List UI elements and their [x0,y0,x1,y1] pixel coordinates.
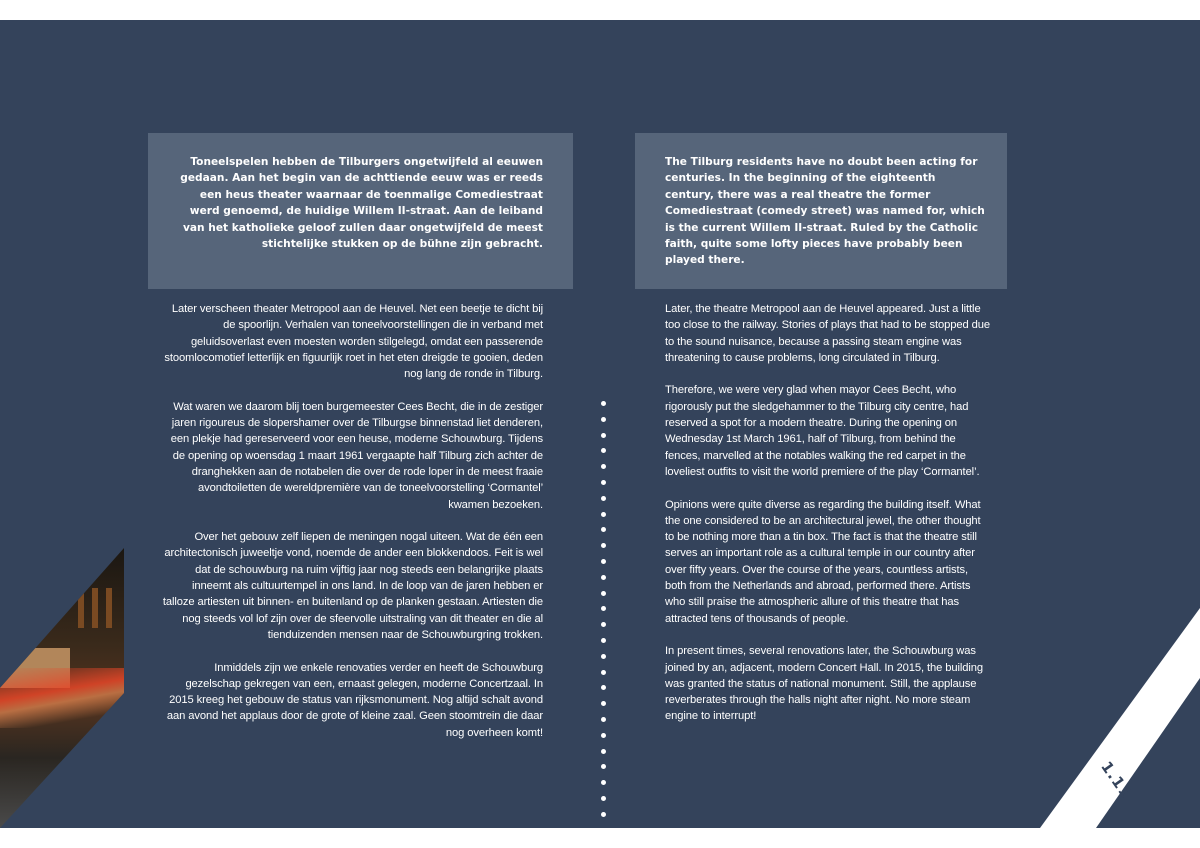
photo-window [92,588,98,628]
divider-dot [601,559,606,564]
dutch-paragraph: Inmiddels zijn we enkele renovaties verder en heeft de Schouwburg gezelschap gekregen van een, ernaast gelegen, moderne Concertzaal. In 2015 kreeg het gebouw de status van rijksmonument. Nog altijd schalt avond aan avond het applaus door de grote of kleine zaal. Geen stoomtrein die daar nog overheen komt! [166,661,543,739]
divider-dot [601,749,606,754]
english-paragraph: Therefore, we were very glad when mayor Cees Becht, who rigorously put the sledgehammer to the Tilburg city centre, had reserved a spot for a modern theatre. During the opening on Wednesday 1st March 1961, half of Tilburg, from behind the fences, marvelled at the notables walking the red carpet in the loveliest outfits to visit the world premiere of the play ‘Cormantel’. [665,384,980,478]
photo-window [78,588,84,628]
divider-dot [601,701,606,706]
intro-box-dutch [148,133,573,289]
divider-dot [601,496,606,501]
divider-dot [601,401,606,406]
page-number: 1.11 [1097,758,1136,802]
divider-dot [601,464,606,469]
divider-dot [601,433,606,438]
divider-dot [601,796,606,801]
divider-dot [601,480,606,485]
divider-dot [601,448,606,453]
dutch-paragraph: Over het gebouw zelf liepen de meningen nogal uiteen. Wat de één een architectonisch juweeltje vond, noemde de ander een blokkendoos. Feit is wel dat de schouwburg na ruim vijftig jaar nog steeds een belangrijke plaats inneemt als cultuurtempel in ons land. In de loop van de jaren hebben er talloze artiesten uit binnen- en buitenland op de planken gestaan. Artiesten die nog steeds vol lof zijn over de sfeervolle uitstraling van dit theater en die al tienduizenden mensen naar de Schouwburgring trokken. [162,531,543,641]
divider-dot [601,638,606,643]
divider-dot [601,591,606,596]
divider-dot [601,733,606,738]
divider-dot [601,654,606,659]
divider-dot [601,780,606,785]
photo-window [106,588,112,628]
intro-text-english: The Tilburg residents have no doubt been acting for centuries. In the beginning of the eighteenth century, there was a real theatre the former Comediestraat (comedy street) was named for, which is the current Willem II-straat. Ruled by the Catholic faith, quite some lofty pieces have probably been played there. [665,156,985,267]
magazine-spread [0,20,1200,828]
photo-light-trails [0,668,124,728]
theatre-photo-wedge [0,548,124,828]
english-paragraph: In present times, several renovations later, the Schouwburg was joined by an, adjacent, modern Concert Hall. In 2015, the building was granted the status of national monument. Still, the applause reverberates through the halls night after night. No more steam engine to interrupt! [665,645,984,723]
divider-dot [601,606,606,611]
intro-box-english [635,133,1007,289]
dutch-paragraph: Later verscheen theater Metropool aan de Heuvel. Net een beetje te dicht bij de spoorlijn. Verhalen van toneelvoorstellingen die in verband met geluidsoverlast even moesten worden stilgelegd, omdat een passerende stoomlocomotief letterlijk en figuurlijk roet in het eten dreigde te gooien, deden nog lang de ronde in Tilburg. [164,303,543,381]
english-paragraph: Later, the theatre Metropool aan de Heuvel appeared. Just a little too close to the railway. Stories of plays that had to be stopped due to the sound nuisance, because a passing steam engine was threatening to cause problems, long circulated in Tilburg. [665,303,990,364]
english-paragraph: Opinions were quite diverse as regarding the building itself. What the one considered to be an architectural jewel, the other thought to be nothing more than a tin box. The fact is that the theatre still serves an important role as a cultural temple in our country after over fifty years. Over the course of the years, countless artists, both from the Netherlands and abroad, performed there. Artists who still praise the atmospheric allure of this theatre that has attracted tens of thousands of people. [665,498,981,625]
divider-dot [601,670,606,675]
divider-dot [601,527,606,532]
divider-dot [601,417,606,422]
divider-dot [601,575,606,580]
intro-text-dutch: Toneelspelen hebben de Tilburgers ongetwijfeld al eeuwen gedaan. Aan het begin van de achttiende eeuw was er reeds een heus theater waarnaar de toenmalige Comediestraat werd genoemd, de huidige Willem II-straat. Aan de leiband van het katholieke geloof zullen daar ongetwijfeld de meest stichtelijke stukken op de bühne zijn gebracht. [180,156,543,251]
dotted-divider [601,401,607,826]
divider-dot [601,512,606,517]
english-column [665,301,990,741]
divider-dot [601,685,606,690]
divider-dot [601,812,606,817]
divider-dot [601,543,606,548]
divider-dot [601,622,606,627]
dutch-paragraph: Wat waren we daarom blij toen burgemeester Cees Becht, die in de zestiger jaren rigoureus de slopershamer over de Tilburgse binnenstad liet denderen, een plekje had gereserveerd voor een heuse, moderne Schouwburg. Tijdens de opening op woensdag 1 maart 1961 vergaapte half Tilburg zich achter de dranghekken aan de notabelen die over de rode loper in de meest fraaie avondtoiletten de wereldpremière van de toneelvoorstelling ‘Cormantel’ kwamen bezoeken. [170,400,543,511]
dutch-column [160,301,543,757]
divider-dot [601,717,606,722]
divider-dot [601,764,606,769]
